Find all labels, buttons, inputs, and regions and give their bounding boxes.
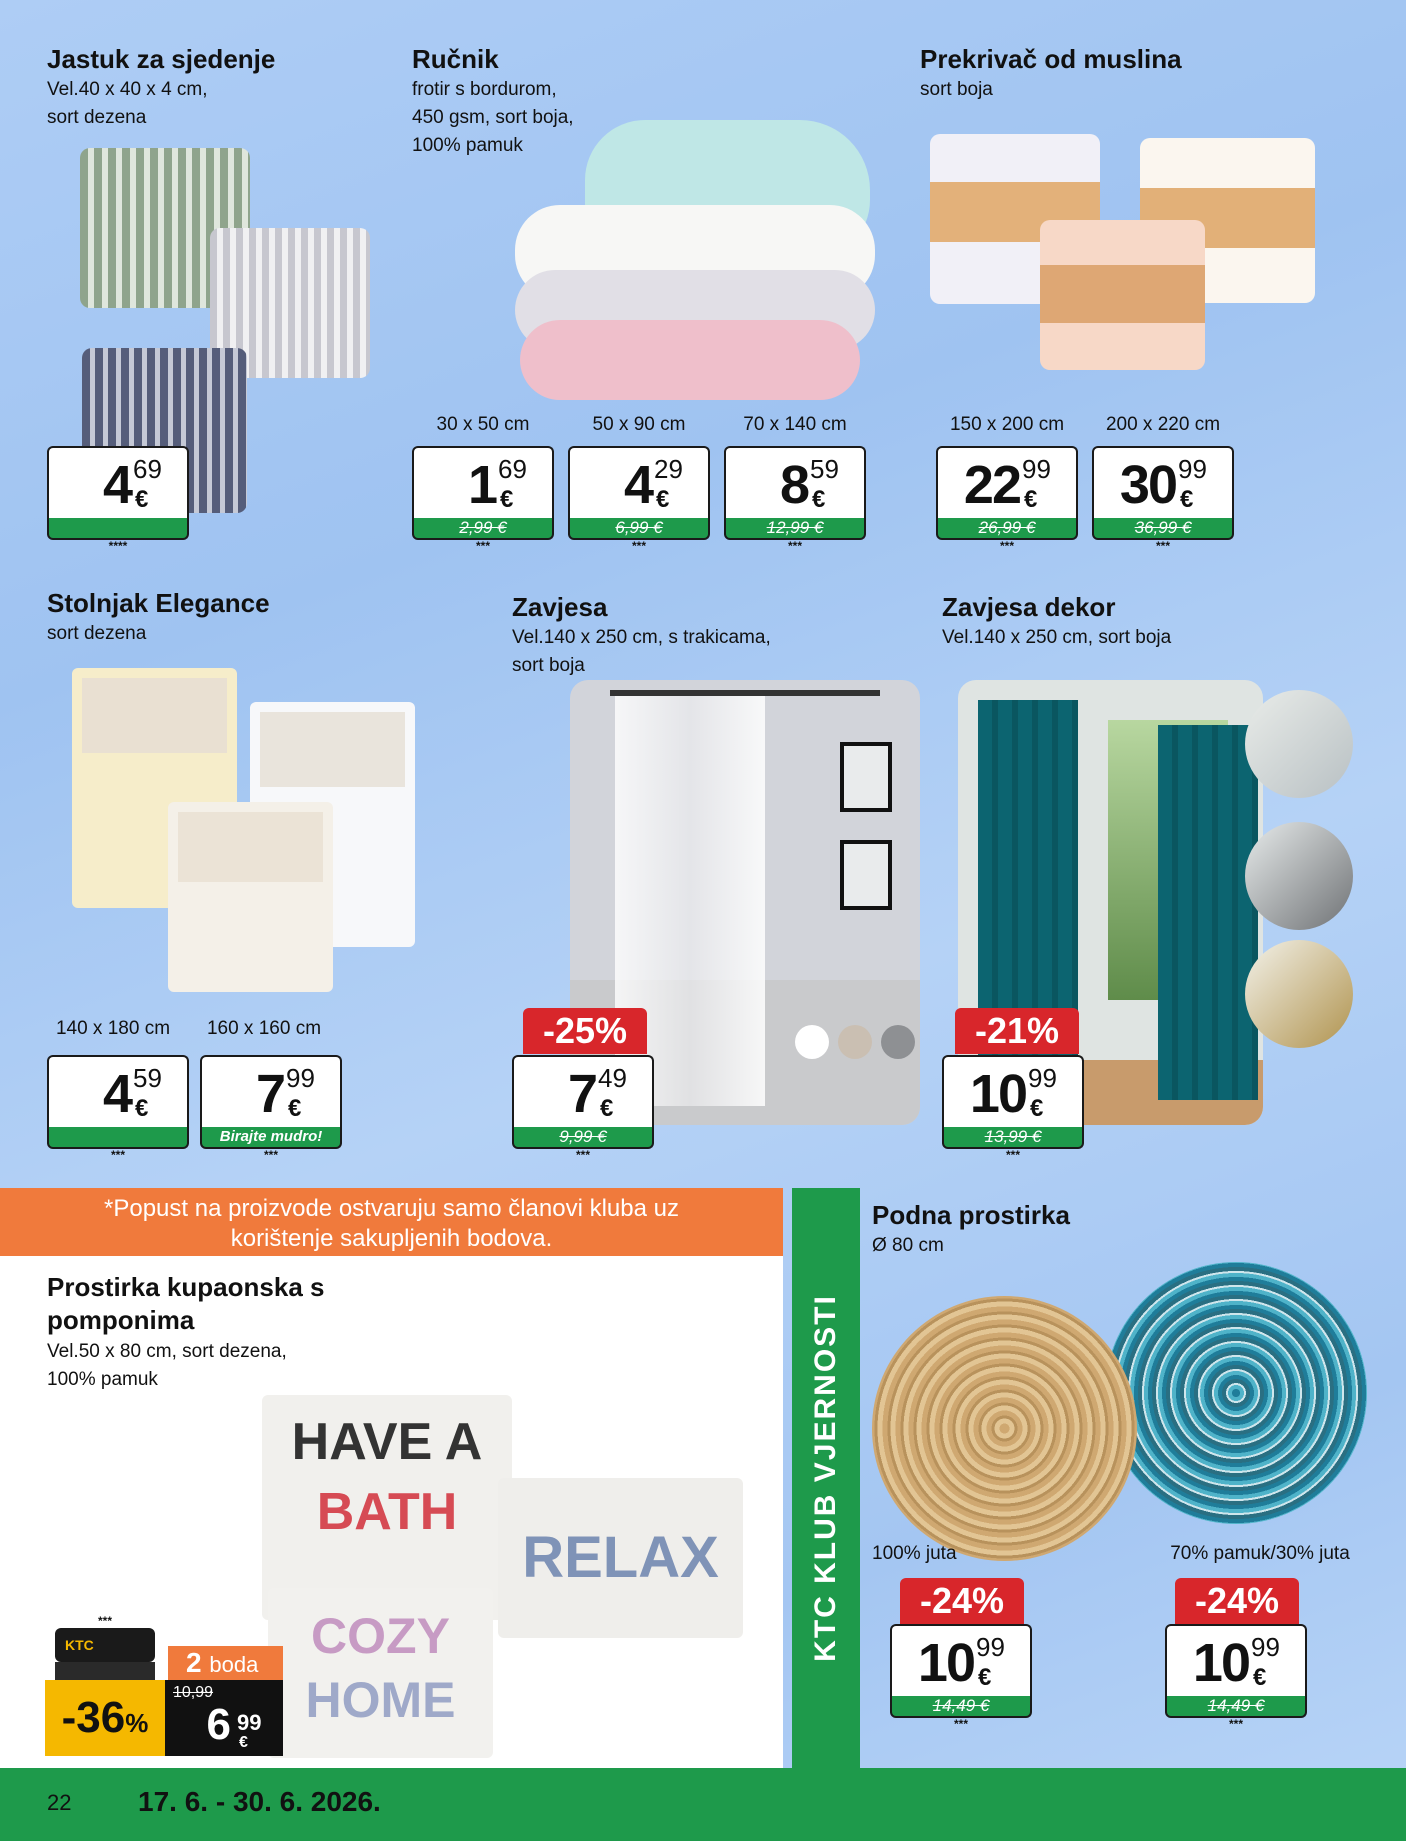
size-label: 160 x 160 cm	[206, 1018, 322, 1039]
page-number: 22	[47, 1790, 72, 1815]
product-title: Stolnjak Elegance	[47, 588, 270, 618]
product-desc: 100% pamuk	[47, 1369, 158, 1390]
currency: €	[239, 1734, 248, 1751]
mat-text: BATH	[316, 1483, 458, 1541]
stars: ***	[263, 1148, 278, 1162]
size-label: 50 x 90 cm	[592, 414, 686, 435]
price-integer: 10	[969, 1064, 1026, 1124]
ktc-card	[55, 1628, 155, 1662]
price-integer: 4	[102, 455, 131, 515]
material-label: 100% juta	[872, 1543, 957, 1564]
ktc-card-strip	[55, 1662, 155, 1682]
price-decimal: 99	[1028, 1063, 1057, 1093]
mat-text: RELAX	[522, 1525, 719, 1590]
price-tag	[47, 446, 189, 553]
stars: ***	[575, 1148, 590, 1162]
old-price: 13,99 €	[984, 1127, 1042, 1146]
product-title: pomponima	[47, 1305, 195, 1335]
swatch-dark-image	[1245, 822, 1353, 930]
validity-dates: 17. 6. - 30. 6. 2026.	[138, 1786, 381, 1817]
old-price: 14,49 €	[932, 1696, 990, 1715]
price-tag	[724, 446, 866, 553]
price-tag	[1165, 1624, 1307, 1731]
bathmat-have-a-bath-image	[262, 1395, 512, 1620]
bathmat-relax-image	[498, 1478, 743, 1638]
price-integer: 1	[467, 455, 496, 515]
price-decimal: 99	[976, 1632, 1005, 1662]
ktc-card-label: KTC	[65, 1637, 94, 1653]
stars: ***	[953, 1717, 968, 1731]
price-integer: 6	[206, 1700, 231, 1749]
old-price: 36,99 €	[1134, 518, 1192, 537]
product-title: Zavjesa	[512, 592, 608, 622]
towel-pink-image	[520, 320, 860, 400]
price-decimal: 99	[237, 1710, 262, 1735]
promo-note: Birajte mudro!	[200, 1127, 342, 1149]
swatch-gold-image	[1245, 940, 1353, 1048]
price-decimal: 99	[1251, 1632, 1280, 1662]
price-decimal: 59	[133, 1063, 162, 1093]
stars: ***	[97, 1614, 112, 1628]
price-integer: 7	[567, 1064, 596, 1124]
stars: ****	[108, 539, 128, 553]
club-vertical-label: KTC KLUB VJERNOSTI	[809, 1294, 842, 1662]
points-badge	[168, 1646, 283, 1680]
price-integer: 4	[623, 455, 652, 515]
price-decimal: 69	[498, 454, 527, 484]
old-price: 2,99 €	[459, 518, 507, 537]
product-desc: sort dezena	[47, 107, 147, 128]
size-label: 70 x 140 cm	[743, 414, 847, 435]
swatch-grey-image	[1245, 690, 1353, 798]
currency: €	[1253, 1664, 1267, 1691]
old-price: 12,99 €	[766, 518, 824, 537]
currency: €	[500, 486, 514, 513]
old-price: 6,99 €	[615, 518, 663, 537]
currency: €	[600, 1095, 614, 1122]
price-decimal: 99	[1178, 454, 1207, 484]
stars: ***	[999, 539, 1014, 553]
price-tag	[200, 1055, 342, 1162]
size-label: 140 x 180 cm	[55, 1018, 171, 1039]
product-desc: Vel.140 x 250 cm, s trakicama,	[512, 627, 771, 648]
discount-badge: -25%	[523, 1008, 647, 1054]
price-decimal: 99	[286, 1063, 315, 1093]
product-desc: Vel.50 x 80 cm, sort dezena,	[47, 1341, 287, 1362]
price-decimal: 59	[810, 454, 839, 484]
currency: €	[135, 1095, 149, 1122]
price-decimal: 69	[133, 454, 162, 484]
club-percent-sign: %	[125, 1708, 149, 1738]
old-price: 10,99	[173, 1684, 214, 1701]
club-discount	[45, 1680, 165, 1756]
currency: €	[656, 486, 670, 513]
currency: €	[1030, 1095, 1044, 1122]
product-desc: sort dezena	[47, 623, 147, 644]
footer-bar	[0, 1768, 1406, 1841]
currency: €	[1024, 486, 1038, 513]
price-tag	[936, 446, 1078, 553]
currency: €	[978, 1664, 992, 1691]
blanket-peach-image	[1040, 220, 1205, 370]
bathmat-cozy-home-image	[268, 1588, 493, 1758]
size-label: 30 x 50 cm	[436, 414, 530, 435]
size-label: 150 x 200 cm	[949, 414, 1065, 435]
product-title: Jastuk za sjedenje	[47, 44, 276, 74]
currency: €	[288, 1095, 302, 1122]
price-integer: 7	[255, 1064, 284, 1124]
price-integer: 22	[963, 455, 1020, 515]
price-integer: 4	[102, 1064, 131, 1124]
product-title: Prekrivač od muslina	[920, 44, 1182, 74]
discount-badge: -24%	[1175, 1578, 1299, 1624]
product-title: Podna prostirka	[872, 1200, 1070, 1230]
price-tag	[568, 446, 710, 553]
material-label: 70% pamuk/30% juta	[1170, 1543, 1350, 1564]
price-tag	[512, 1055, 654, 1162]
price-integer: 10	[917, 1633, 974, 1693]
mat-text: COZY	[311, 1608, 450, 1664]
currency: €	[812, 486, 826, 513]
stars: ***	[110, 1148, 125, 1162]
product-desc: sort boja	[920, 79, 993, 100]
stars: ***	[475, 539, 490, 553]
rug-blue-image	[1105, 1262, 1367, 1524]
price-decimal: 49	[598, 1063, 627, 1093]
product-desc: frotir s bordurom,	[412, 79, 557, 100]
stars: ***	[1228, 1717, 1243, 1731]
price-tag	[890, 1624, 1032, 1731]
product-desc: Ø 80 cm	[872, 1235, 944, 1256]
club-notice: *Popust na proizvode ostvaruju samo članovi kluba uz korištenje sakupljenih bodova.	[0, 1188, 783, 1256]
club-vertical-bar	[792, 1188, 860, 1768]
stars: ***	[1005, 1148, 1020, 1162]
product-desc: 450 gsm, sort boja,	[412, 107, 574, 128]
price-tag	[47, 1055, 189, 1162]
price-integer: 30	[1119, 455, 1176, 515]
price-integer: 10	[1192, 1633, 1249, 1693]
old-price: 9,99 €	[559, 1127, 607, 1146]
old-price: 26,99 €	[978, 518, 1036, 537]
club-percent: -36	[61, 1693, 126, 1742]
stars: ***	[631, 539, 646, 553]
price-tag	[1092, 446, 1234, 553]
product-desc: 100% pamuk	[412, 135, 523, 156]
stars: ***	[1155, 539, 1170, 553]
product-desc: sort boja	[512, 655, 585, 676]
price-integer: 8	[779, 455, 808, 515]
stars: ***	[787, 539, 802, 553]
points-number: 2	[186, 1647, 202, 1678]
product-title: Prostirka kupaonska s	[47, 1272, 325, 1302]
product-title: Ručnik	[412, 44, 499, 74]
currency: €	[135, 486, 149, 513]
price-tag	[412, 446, 554, 553]
club-price-box	[165, 1680, 283, 1756]
tablecloth-cream-image	[168, 802, 333, 992]
discount-badge: -21%	[955, 1008, 1079, 1054]
rug-jute-image	[872, 1296, 1137, 1561]
price-decimal: 29	[654, 454, 683, 484]
old-price: 14,49 €	[1207, 1696, 1265, 1715]
price-decimal: 99	[1022, 454, 1051, 484]
currency: €	[1180, 486, 1194, 513]
points-label: boda	[209, 1652, 259, 1677]
size-label: 200 x 220 cm	[1105, 414, 1221, 435]
product-desc: Vel.140 x 250 cm, sort boja	[942, 627, 1172, 648]
mat-text: HAVE A	[291, 1413, 483, 1471]
discount-badge: -24%	[900, 1578, 1024, 1624]
price-tag	[942, 1055, 1084, 1162]
product-desc: Vel.40 x 40 x 4 cm,	[47, 79, 208, 100]
product-title: Zavjesa dekor	[942, 592, 1116, 622]
mat-text: HOME	[305, 1672, 456, 1728]
